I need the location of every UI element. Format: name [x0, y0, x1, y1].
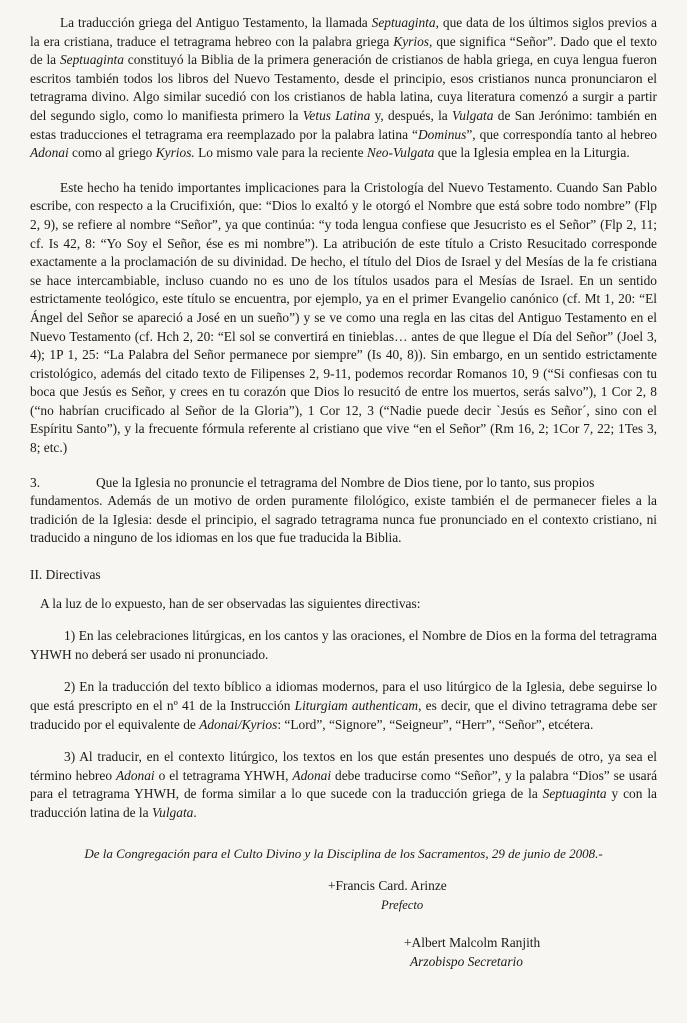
signer-secretary-name: +Albert Malcolm Ranjith [404, 935, 541, 951]
directive-1: 1) En las celebraciones litúrgicas, en los cantos y las oraciones, el Nombre de Dios en la forma del tetragrama YHWH no deberá ser usado ni pronunciado. [30, 628, 657, 662]
italic-term: Adonai/Kyrios [199, 716, 278, 732]
italic-term: Adonai [30, 145, 69, 161]
paragraph-3-first-line: Que la Iglesia no pronuncie el tetragrama del Nombre de Dios tiene, por lo tanto, sus propios [96, 474, 595, 490]
paragraph-christology: Este hecho ha tenido importantes implicaciones para la Cristología del Nuevo Testamento. Cuando San Pablo escribe, con respecto a la Crucifixión, que: “Dios lo exaltó y le otorgó el Nombre que está sobre todo nombre” (Flp 2, 9), se refiere al nombre “Señor”, ya que continúa: “y toda lengua confiese que Jesucristo es el Señor” (Flp 2, 11; cf. Is 42, 8: “Yo Soy el Señor, ése es mi nombre”). La atribución de este título a Cristo Resucitado corresponde exactamente a la proclamación de su divinidad. De hecho, el título del Dios de Israel y del Mesías de la fe cristiana se hace intercambiable, incluso cuando no es uno de los títulos usados para el Mesías de Israel. En un sentido estrictamente teológico, este título se encuentra, por ejemplo, ya en el primer Evangelio canónico (cf. Mt 1, 20: “El Ángel del Señor se apareció a José en un sueño”) y se ve como una regla en las citas del Antiguo Testamento en el Nuevo Testamento (cf. Hch 2, 20: “El sol se convertirá en tinieblas… antes de que llegue el Día del Señor” (Joel 3, 4); 1P 1, 25: “La Palabra del Señor permanece por siempre” (Is 40, 8)). Sin embargo, en un sentido estrictamente cristológico, además del citado texto de Filipenses 2, 9-11, podemos recordar Romanos 10, 9 (“Si confiesas con tu boca que Jesús es Señor, y crees en tu corazón que Dios lo resucitó de entre los muertos, serás salvo”), 1 Cor 2, 8 (“no habrían crucificado al Señor de la Gloria”), 1 Cor 12, 3 (“Nadie puede decir `Jesús es Señor´, sino con el Espíritu Santo”), y la frecuente fórmula referente al cristiano que vive “en el Señor” (Rm 16, 2; 1Cor 7, 22; 1Tes 3, 8; etc.) [30, 179, 657, 456]
directive-2: 2) En la traducción del texto bíblico a idiomas modernos, para el uso litúrgico de la Iglesia, debe seguirse lo que está prescripto en el nº 41 de la Instrucción Liturgiam authenticam, es decir, que el divino tetragrama debe ser traducido por el equivalente de Adonai/Kyrios: “Lord”, “Signore”, “Seigneur”, “Herr”, “Señor”, etcétera. [30, 679, 657, 732]
italic-term: Kyrios. [155, 145, 195, 161]
paragraph-3 [30, 474, 657, 548]
signer-secretary-role: Arzobispo Secretario [410, 953, 523, 969]
italic-term: Septuaginta [542, 786, 607, 802]
italic-term: Adonai [115, 767, 155, 783]
italic-term: Vulgata [452, 107, 494, 123]
italic-term: Vulgata [151, 804, 194, 820]
directives-intro: A la luz de lo expuesto, han de ser observadas las siguientes directivas: [40, 595, 421, 611]
paragraph-3-number: 3. [30, 474, 41, 490]
congregation-date-line: De la Congregación para el Culto Divino y la Disciplina de los Sacramentos, 29 de junio de 2008.- [84, 845, 603, 861]
italic-term: Kyrios [393, 33, 429, 49]
italic-term: Vetus Latina [302, 107, 371, 123]
italic-term: Liturgiam authenticam [294, 698, 419, 713]
paragraph-3-body: fundamentos. Además de un motivo de orden puramente filológico, existe también el de permanecer fieles a la tradición de la Iglesia: desde el principio, el sagrado tetragrama nunca fue pronunciado en el contexto cristiano, ni traducido a ninguno de los idiomas en los que fue traducida la Biblia. [30, 493, 657, 546]
italic-term: Septuaginta [371, 15, 436, 30]
italic-term: Neo-Vulgata [366, 145, 435, 161]
italic-term: Septuaginta [59, 52, 124, 68]
section-heading-directivas: II. Directivas [30, 567, 101, 583]
paragraph-septuaginta: La traducción griega del Antiguo Testamento, la llamada Septuaginta, que data de los últimos siglos previos a la era cristiana, traduce el tetragrama hebreo con la palabra griega Kyrios, que significa “Señor”. Dado que el texto de la Septuaginta constituyó la Biblia de la primera generación de cristianos de habla griega, en cuya lengua fueron escritos también todos los libros del Nuevo Testamento, desde el principio, esos cristianos nunca pronunciaron el tetragrama divino. Algo similar sucedió con los cristianos de habla latina, cuya literatura comenzó a surgir a partir del segundo siglo, como lo manifiesta primero la Vetus Latina y, después, la Vulgata de San Jerónimo: también en estas traducciones el tetragrama era reemplazado por la palabra latina “Dominus”, que correspondía tanto al hebreo Adonai como al griego Kyrios. Lo mismo vale para la reciente Neo-Vulgata que la Iglesia emplea en la Liturgia. [30, 15, 657, 161]
directive-3: 3) Al traducir, en el contexto litúrgico, los textos en los que están presentes uno después de otro, ya sea el término hebreo Adonai o el tetragrama YHWH, Adonai debe traducirse como “Señor”, y la palabra “Dios” se usará para el tetragrama YHWH, de forma similar a lo que sucede con la traducción griega de la Septuaginta y con la traducción latina de la Vulgata. [30, 749, 658, 820]
italic-term: Adonai [292, 767, 332, 783]
italic-term: Dominus [417, 126, 467, 142]
signer-prefect-role: Prefecto [381, 897, 424, 912]
signer-prefect-name: +Francis Card. Arinze [328, 878, 447, 894]
